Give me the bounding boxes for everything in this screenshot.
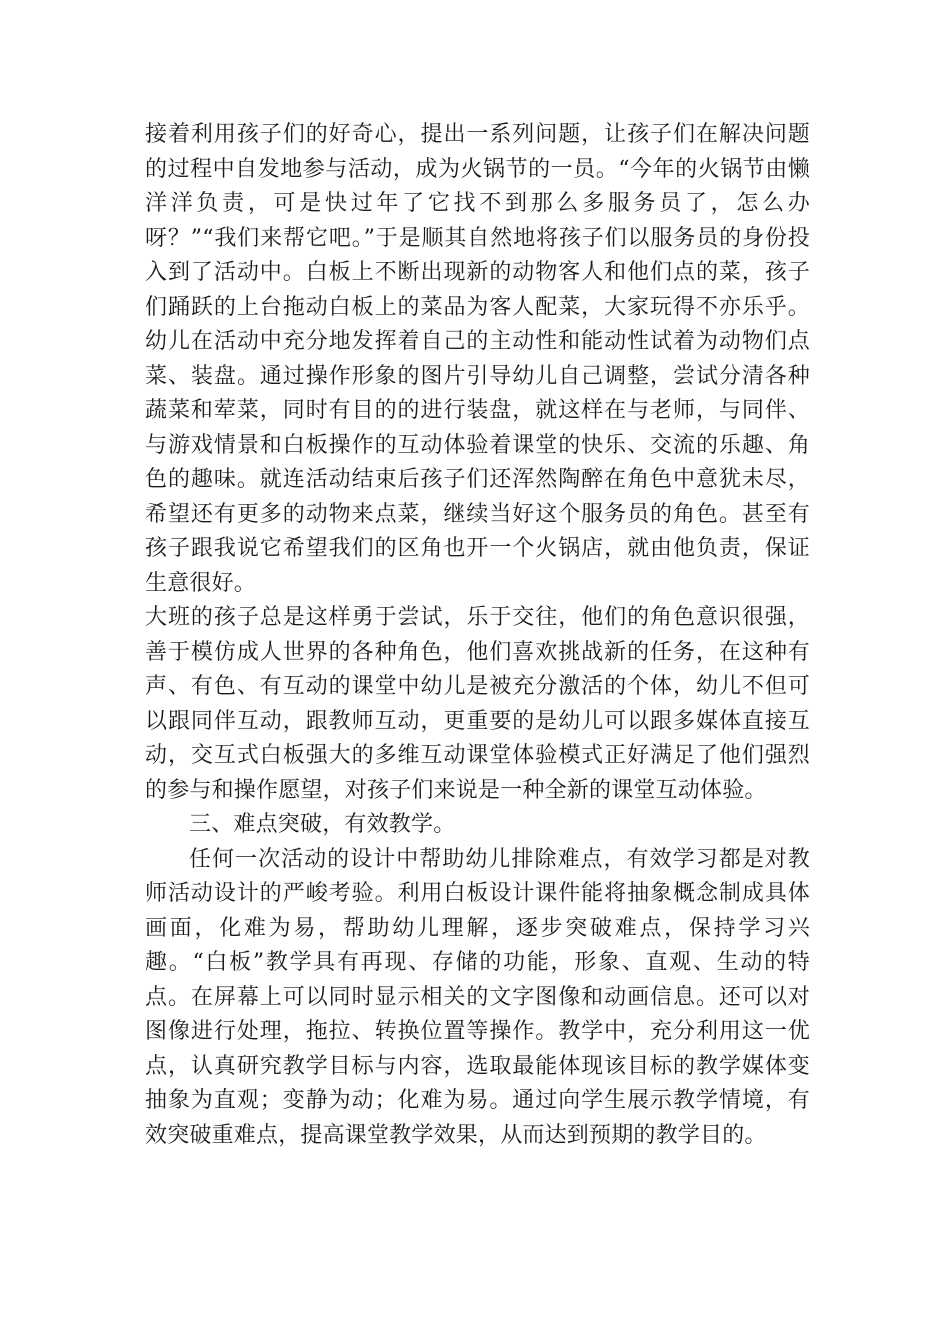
document-body: [145, 118, 810, 1153]
paragraph-activity: 接着利用孩子们的好奇心，提出一系列问题，让孩子们在解决问题的过程中自发地参与活动，成为火锅节的一员。“今年的火锅节由懒洋洋负责，可是快过年了它找不到那么多服务员了，怎么办呀？”“我们来帮它吧。”于是顺其自然地将孩子们以服务员的身份投入到了活动中。白板上不断出现新的动物客人和他们点的菜，孩子们踊跃的上台拖动白板上的菜品为客人配菜，大家玩得不亦乐乎。幼儿在活动中充分地发挥着自己的主动性和能动性试着为动物们点菜、装盘。通过操作形象的图片引导幼儿自己调整，尝试分清各种蔬菜和荤菜，同时有目的的进行装盘，就这样在与老师，与同伴、与游戏情景和白板操作的互动体验着课堂的快乐、交流的乐趣、角色的趣味。就连活动结束后孩子们还浑然陶醉在角色中意犹未尽，希望还有更多的动物来点菜，继续当好这个服务员的角色。甚至有孩子跟我说它希望我们的区角也开一个火锅店，就由他负责，保证生意很好。: [145, 122, 810, 596]
section-heading: 三、难点突破，有效教学。: [189, 812, 456, 837]
paragraph-big-class: 大班的孩子总是这样勇于尝试，乐于交往，他们的角色意识很强，善于模仿成人世界的各种角色，他们喜欢挑战新的任务，在这种有声、有色、有互动的课堂中幼儿是被充分激活的个体，幼儿不但可以跟同伴互动，跟教师互动，更重要的是幼儿可以跟多媒体直接互动，交互式白板强大的多维互动课堂体验模式正好满足了他们强烈的参与和操作愿望，对孩子们来说是一种全新的课堂互动体验。: [145, 605, 810, 803]
paragraph-difficulty: 任何一次活动的设计中帮助幼儿排除难点，有效学习都是对教师活动设计的严峻考验。利用白板设计课件能将抽象概念制成具体画面，化难为易，帮助幼儿理解，逐步突破难点，保持学习兴趣。“白板”教学具有再现、存储的功能，形象、直观、生动的特点。在屏幕上可以同时显示相关的文字图像和动画信息。还可以对图像进行处理，拖拉、转换位置等操作。教学中，充分利用这一优点，认真研究教学目标与内容，选取最能体现该目标的教学媒体变抽象为直观；变静为动；化难为易。通过向学生展示教学情境，有效突破重难点，提高课堂教学效果，从而达到预期的教学目的。: [145, 846, 810, 1148]
